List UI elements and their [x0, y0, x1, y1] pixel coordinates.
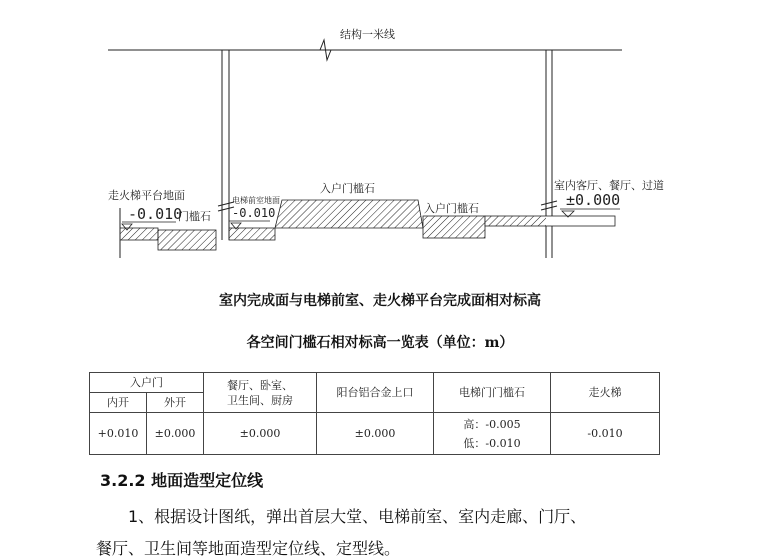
header-fire-stair: 走火梯	[551, 373, 660, 413]
header-rooms-line1: 餐厅、卧室、	[227, 378, 293, 392]
header-balcony: 阳台铝合金上口	[317, 373, 434, 413]
table-caption: 各空间门槛石相对标高一览表（单位：m）	[246, 335, 514, 351]
header-outward: 外开	[147, 393, 204, 413]
value-lift-low: 低：-0.010	[463, 436, 521, 450]
value-inward: +0.010	[90, 413, 147, 455]
value-balcony: ±0.000	[317, 413, 434, 455]
value-outward: ±0.000	[147, 413, 204, 455]
entry-threshold-stone	[275, 200, 423, 228]
lower-entry-threshold	[423, 216, 485, 238]
lift-lobby-slab	[229, 228, 275, 240]
value-fire-stair: -0.010	[551, 413, 660, 455]
diagram-caption: 室内完成面与电梯前室、走火梯平台完成面相对标高	[219, 293, 541, 309]
left-floor-slab	[120, 228, 158, 240]
interior-rooms-label: 室内客厅、餐厅、过道	[554, 179, 664, 192]
header-lift-threshold: 电梯门门槛石	[434, 373, 551, 413]
interior-level: ±0.000	[566, 191, 621, 209]
table-header-row	[90, 373, 660, 393]
paragraph-line-1: 1、根据设计图纸，弹出首层大堂、电梯前室、室内走廊、门厅、	[128, 507, 587, 526]
header-rooms	[204, 373, 317, 413]
left-level: -0.010	[128, 205, 183, 223]
value-lift-high: 高：-0.005	[463, 417, 521, 431]
value-lift	[434, 413, 551, 455]
header-entry-door: 入户门	[90, 373, 204, 393]
header-inward: 内开	[90, 393, 147, 413]
threshold-elevation-table	[89, 372, 660, 455]
lower-threshold-label: 入户门槛石	[424, 202, 479, 215]
lift-level: -0.010	[232, 206, 276, 220]
left-floor-label: 走火梯平台地面	[108, 189, 185, 202]
threshold-label: 门槛石	[178, 210, 211, 223]
value-rooms: ±0.000	[204, 413, 317, 455]
paragraph-line-2: 餐厅、卫生间等地面造型定位线、定型线。	[96, 539, 401, 558]
table-row	[90, 413, 660, 455]
datum-line-label: 结构一米线	[340, 28, 395, 41]
threshold-stone	[158, 230, 216, 250]
header-rooms-line2: 卫生间、厨房	[227, 393, 293, 407]
break-symbol	[541, 201, 557, 210]
lift-lobby-label: 电梯前室地面	[232, 196, 280, 205]
section-heading: 3.2.2 地面造型定位线	[100, 471, 264, 490]
entry-threshold-label: 入户门槛石	[320, 182, 375, 195]
